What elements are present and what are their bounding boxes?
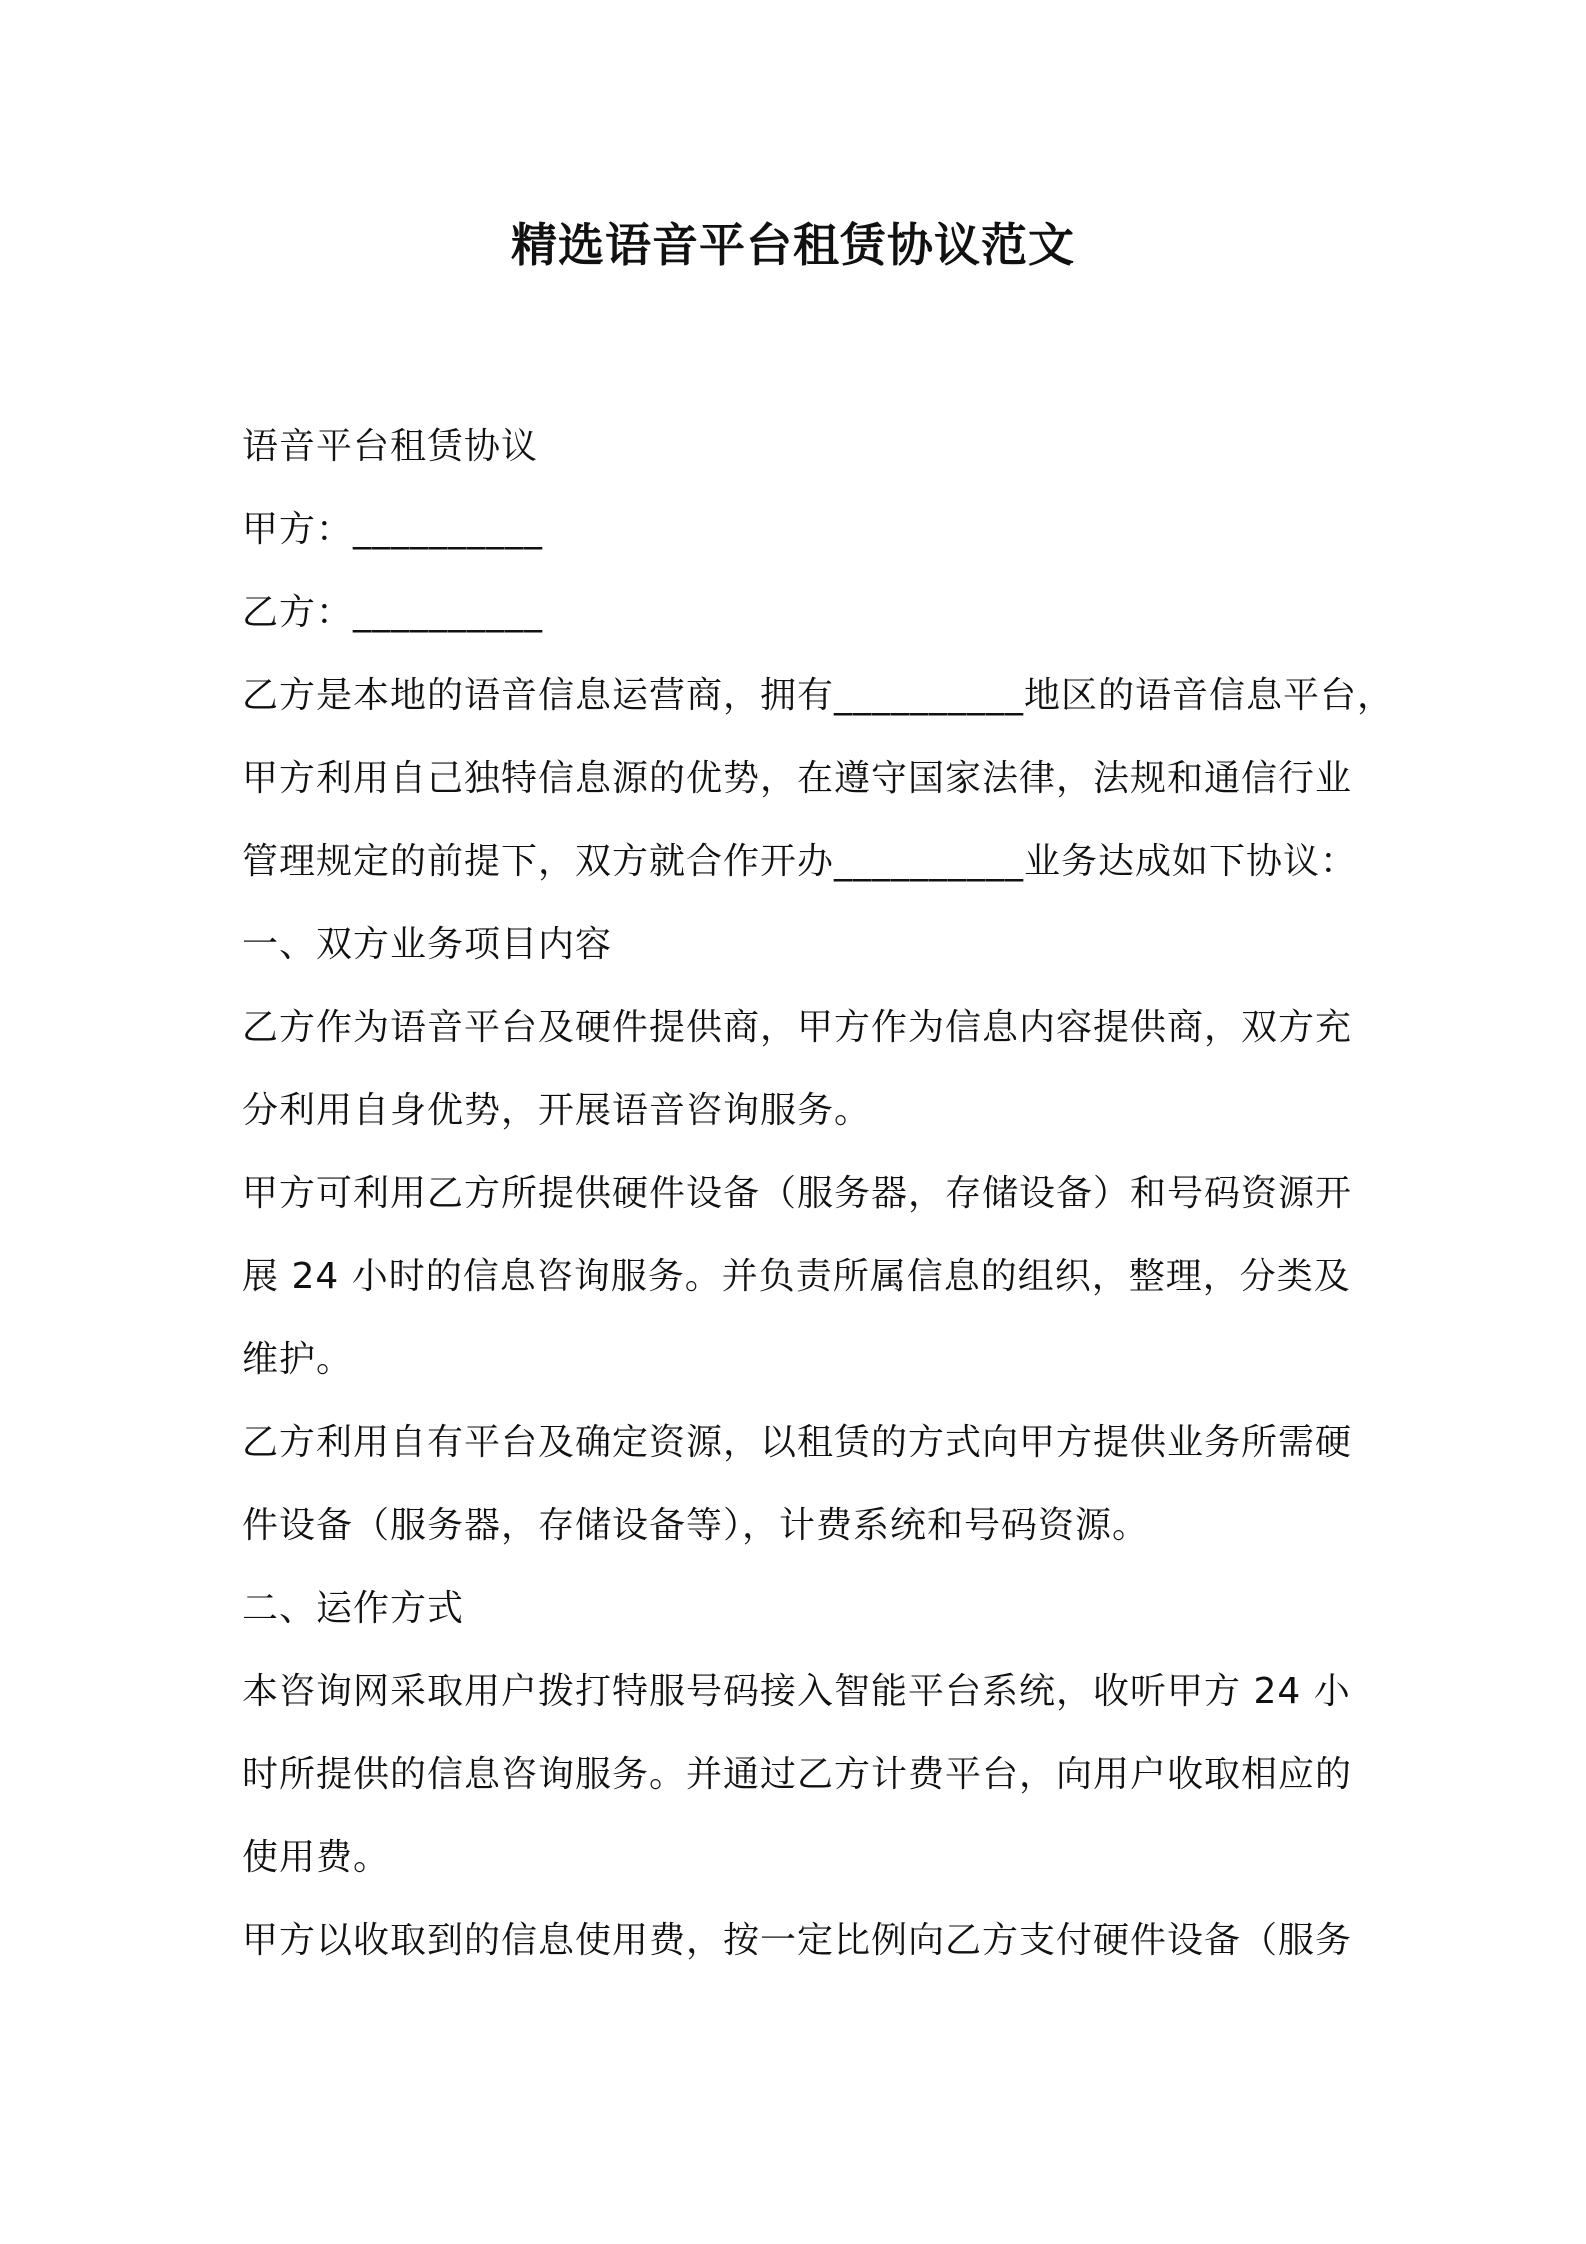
paragraph-line: 乙方作为语音平台及硬件提供商，甲方作为信息内容提供商，双方充 xyxy=(242,1007,1353,1048)
paragraph-line: 管理规定的前提下，双方就合作开办__________业务达成如下协议： xyxy=(242,841,1358,882)
party-a-line: 甲方：__________ xyxy=(242,509,544,550)
paragraph-line: 使用费。 xyxy=(242,1837,391,1878)
heading-agreement-name: 语音平台租赁协议 xyxy=(242,426,539,467)
paragraph-line: 展 24 小时的信息咨询服务。并负责所属信息的组织，整理，分类及 xyxy=(242,1256,1351,1297)
document-title: 精选语音平台租赁协议范文 xyxy=(511,218,1075,272)
paragraph-line: 本咨询网采取用户拨打特服号码接入智能平台系统，收听甲方 24 小 xyxy=(242,1671,1351,1712)
paragraph-line: 乙方利用自有平台及确定资源，以租赁的方式向甲方提供业务所需硬 xyxy=(242,1422,1353,1463)
section-heading-1: 一、双方业务项目内容 xyxy=(242,924,613,965)
paragraph-line: 维护。 xyxy=(242,1339,354,1380)
paragraph-line: 甲方以收取到的信息使用费，按一定比例向乙方支付硬件设备（服务 xyxy=(242,1920,1353,1961)
document-body xyxy=(242,405,1395,1982)
paragraph-line: 甲方利用自己独特信息源的优势，在遵守国家法律，法规和通信行业 xyxy=(242,758,1353,799)
paragraph-line: 时所提供的信息咨询服务。并通过乙方计费平台，向用户收取相应的 xyxy=(242,1754,1353,1795)
paragraph-line: 乙方是本地的语音信息运营商，拥有__________地区的语音信息平台， xyxy=(242,675,1395,716)
party-b-line: 乙方：__________ xyxy=(242,592,544,633)
section-heading-2: 二、运作方式 xyxy=(242,1588,465,1629)
paragraph-line: 甲方可利用乙方所提供硬件设备（服务器，存储设备）和号码资源开 xyxy=(242,1173,1353,1214)
paragraph-line: 件设备（服务器，存储设备等），计费系统和号码资源。 xyxy=(242,1505,1150,1546)
paragraph-line: 分利用自身优势，开展语音咨询服务。 xyxy=(242,1090,872,1131)
